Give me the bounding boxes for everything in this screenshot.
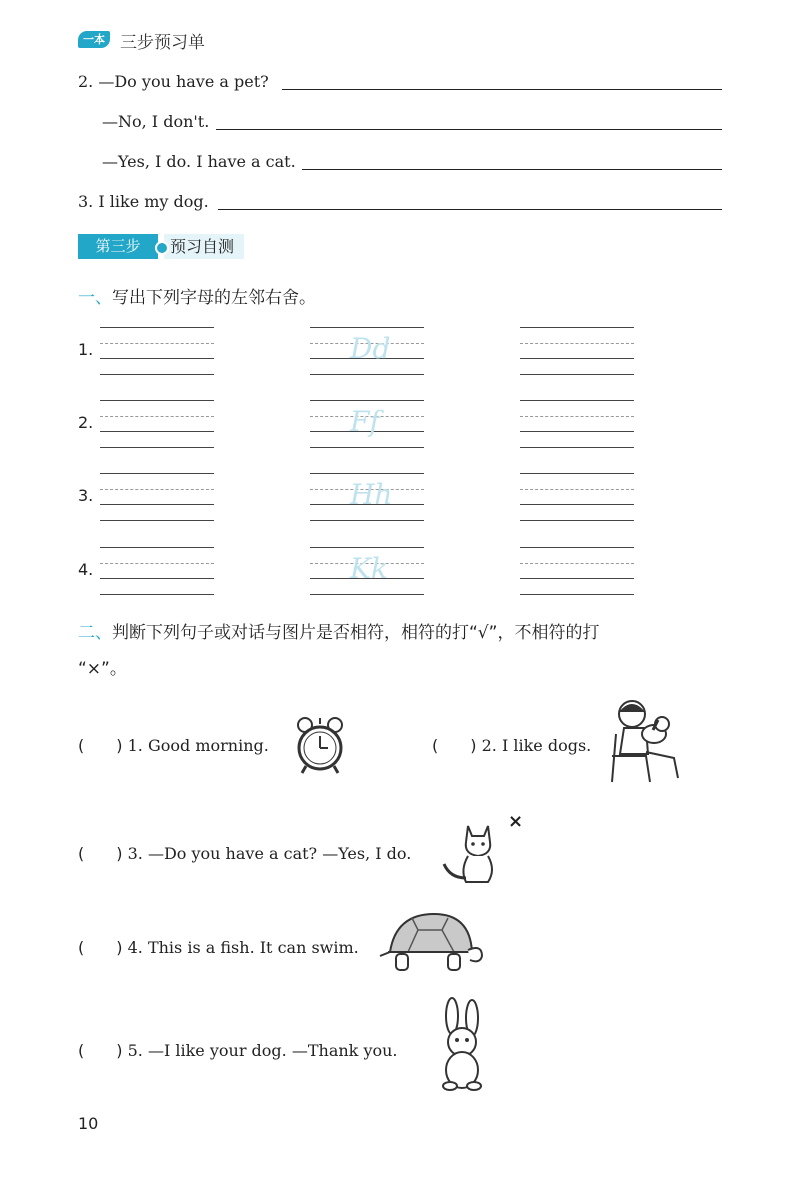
writing-grid-right[interactable]	[520, 327, 634, 375]
writing-grid-right[interactable]	[520, 400, 634, 448]
item-text: 5. —I like your dog. —Thank you.	[127, 1041, 398, 1060]
writing-grid-left[interactable]	[100, 400, 214, 448]
tortoise-icon	[378, 908, 486, 978]
item-text: 1. Good morning.	[127, 736, 269, 755]
judge-item-4	[78, 935, 359, 958]
item-text: 4. This is a fish. It can swim.	[127, 938, 359, 957]
section-1-number: 一、	[78, 288, 112, 308]
cat-icon	[440, 820, 506, 886]
answer-line[interactable]	[282, 89, 722, 90]
item-text: 2. I like dogs.	[481, 736, 592, 755]
girl-with-dog-icon	[606, 694, 684, 786]
writing-grid-left[interactable]	[100, 327, 214, 375]
writing-grid-middle	[310, 400, 424, 448]
judge-item-3	[78, 841, 411, 864]
answer-parentheses[interactable]: ( )	[78, 844, 123, 863]
page-number: 10	[78, 1114, 99, 1133]
step-three-tag	[78, 234, 244, 259]
section-2-heading	[78, 618, 599, 643]
question-2: 2. —Do you have a pet?	[78, 72, 269, 91]
judge-item-5	[78, 1038, 398, 1061]
question-2-answer-no: —No, I don't.	[102, 112, 210, 131]
rabbit-icon	[432, 996, 492, 1094]
section-1-title: 写出下列字母的左邻右舍。	[112, 288, 316, 308]
section-1-heading	[78, 283, 316, 308]
answer-parentheses[interactable]: ( )	[78, 1041, 123, 1060]
writing-grid-middle	[310, 327, 424, 375]
row-number: 3.	[78, 486, 94, 505]
answer-parentheses[interactable]: ( )	[78, 938, 123, 957]
step-dot-icon	[155, 241, 169, 255]
answer-line[interactable]	[302, 169, 722, 170]
writing-grid-left[interactable]	[100, 547, 214, 595]
brand-logo: 一本	[78, 31, 110, 48]
step-title: 预习自测	[164, 234, 244, 259]
answer-line[interactable]	[216, 129, 722, 130]
writing-grid-middle	[310, 547, 424, 595]
section-2-title: 判断下列句子或对话与图片是否相符，相符的打“√”，不相符的打	[112, 623, 600, 643]
answer-parentheses[interactable]: ( )	[432, 736, 477, 755]
judge-item-1	[78, 733, 269, 756]
writing-grid-middle	[310, 473, 424, 521]
section-2-number: 二、	[78, 623, 112, 643]
given-letters: Ff	[350, 405, 380, 438]
writing-grid-right[interactable]	[520, 547, 634, 595]
item-text: 3. —Do you have a cat? —Yes, I do.	[127, 844, 412, 863]
row-number: 4.	[78, 560, 94, 579]
question-3: 3. I like my dog.	[78, 192, 209, 211]
judge-item-2	[432, 733, 591, 756]
alarm-clock-icon	[290, 712, 350, 776]
page-header-title: 三步预习单	[120, 33, 205, 53]
row-number: 1.	[78, 340, 94, 359]
given-letters: Kk	[350, 552, 388, 585]
writing-grid-right[interactable]	[520, 473, 634, 521]
answer-line[interactable]	[218, 209, 722, 210]
writing-grid-left[interactable]	[100, 473, 214, 521]
section-2-title-cont: “×”。	[78, 659, 127, 679]
answer-parentheses[interactable]: ( )	[78, 736, 123, 755]
cross-mark: ×	[508, 811, 524, 832]
step-label: 第三步	[78, 234, 158, 259]
given-letters: Hh	[350, 478, 393, 511]
given-letters: Dd	[350, 332, 391, 365]
row-number: 2.	[78, 413, 94, 432]
question-2-answer-yes: —Yes, I do. I have a cat.	[102, 152, 296, 171]
